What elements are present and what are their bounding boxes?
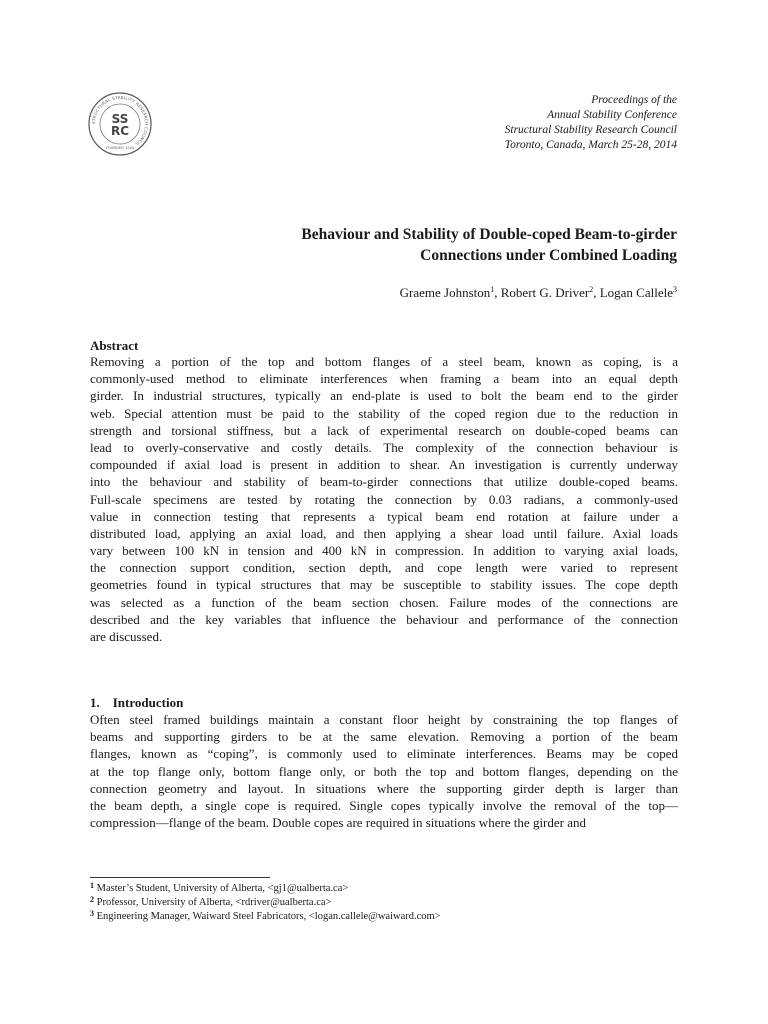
title-line: Behaviour and Stability of Double-coped Beam-to-girder — [301, 226, 677, 243]
author-affiliation-mark: 1 — [490, 285, 495, 294]
author-affiliation-mark: 2 — [589, 285, 594, 294]
author-name: Robert G. Driver — [500, 285, 590, 300]
title-line: Connections under Combined Loading — [420, 247, 677, 264]
introduction-body — [90, 711, 678, 831]
text-line: Removing a portion of the top and bottom flanges of a steel beam, known as coping, is a — [90, 354, 678, 369]
text-line: compounded if axial load is present in addition to shear. An investigation is currently underway — [90, 457, 678, 473]
footnote — [90, 882, 441, 896]
text-line: beams and supporting girders to be at the same elevation. Removing a portion of the beam — [90, 729, 678, 745]
text-line: the connection support condition, section depth, and cope length were varied to represent — [90, 560, 678, 576]
author-name: Graeme Johnston — [399, 285, 491, 300]
text-line: geometries found in typical structures that may be susceptible to stability issues. The cope depth — [90, 577, 678, 593]
section-title: Introduction — [112, 695, 184, 710]
text-line: girder. In industrial structures, typically an end-plate is used to bolt the beam end to the girder — [90, 388, 678, 404]
footnote-text: Engineering Manager, Waiward Steel Fabricators, <logan.callele@waiward.com> — [96, 911, 441, 922]
text-line: are discussed. — [90, 629, 163, 644]
proceedings-line: Annual Stability Conference — [547, 109, 677, 121]
text-line: vary between 100 kN in tension and 400 kN in compression. In addition to varying axial loads, — [90, 543, 678, 559]
footnote-divider — [90, 877, 270, 878]
section-number: 1. — [90, 695, 100, 710]
ssrc-logo — [88, 92, 152, 156]
text-line: distributed load, applying an axial load, and then applying a shear load until failure. Axial loads — [90, 525, 678, 541]
footnote-text: Master’s Student, University of Alberta, <gj1@ualberta.ca> — [96, 883, 349, 894]
footnote — [90, 896, 441, 910]
logo-letters-top: SS — [111, 112, 129, 126]
logo-letters-bottom: RC — [110, 124, 130, 138]
footnotes — [90, 882, 441, 924]
text-line: compression—flange of the beam. Double copes are required in situations where the girder and — [90, 815, 586, 831]
footnote — [90, 910, 441, 924]
text-line: commonly-used method to eliminate interferences when framing a beam into an equal depth — [90, 371, 678, 387]
abstract-body — [90, 353, 678, 645]
text-line: the beam depth, a single cope is required. Single copes typically involve the removal of the top— — [90, 797, 678, 813]
logo-ring-text: STRUCTURAL STABILITY RESEARCH COUNCIL — [90, 94, 150, 148]
logo-founded-text: FOUNDED 1944 — [105, 146, 135, 150]
footnote-text: Professor, University of Alberta, <rdriver@ualberta.ca> — [96, 897, 332, 908]
footnote-mark: 1 — [90, 881, 94, 890]
introduction-heading — [90, 695, 183, 711]
text-line: flanges, known as “coping”, is commonly used to eliminate interferences. Beams may be coped — [90, 746, 678, 762]
abstract-heading: Abstract — [90, 338, 139, 353]
footnote-mark: 2 — [90, 895, 94, 904]
text-line: at the top flange only, bottom flange only, or both the top and bottom flanges, depending on the — [90, 763, 678, 779]
footnote-mark: 3 — [90, 909, 94, 918]
text-line: was selected as a function of the beam section chosen. Failure modes of the connections are — [90, 594, 678, 610]
text-line: Full-scale specimens are tested by rotating the connection by 0.03 radians, a commonly-used — [90, 491, 678, 507]
paper-title — [120, 224, 677, 266]
text-line: described and the key variables that influence the behaviour and performance of the connection — [90, 611, 678, 627]
author-name: Logan Callele — [599, 285, 673, 300]
text-line: into the behaviour and stability of beam-to-girder connections that utilize double-coped beams. — [90, 474, 678, 490]
proceedings-line: Proceedings of the — [591, 94, 677, 106]
text-line: strength and torsional stiffness, but a lack of experimental research on double-coped beams can — [90, 422, 678, 438]
author-affiliation-mark: 3 — [673, 285, 677, 294]
proceedings-header — [377, 93, 677, 153]
text-line: web. Special attention must be paid to the stability of the coped region due to the reduction in — [90, 405, 678, 421]
text-line: lead to overly-conservative and costly details. The complexity of the connection behaviour is — [90, 439, 678, 455]
text-line: value in connection testing that represents a typical beam end rotation at failure under a — [90, 508, 678, 524]
author-list: Graeme Johnston$^1$, Robert G. Driver$^2$, Logan Callele$^3$ — [399, 285, 677, 300]
text-line: connection geometry and layout. In situations where the supporting girder depth is larger than — [90, 780, 678, 796]
proceedings-line: Toronto, Canada, March 25-28, 2014 — [504, 139, 677, 151]
proceedings-line: Structural Stability Research Council — [504, 124, 677, 136]
text-line: Often steel framed buildings maintain a constant floor height by constraining the top flanges of — [90, 712, 678, 727]
